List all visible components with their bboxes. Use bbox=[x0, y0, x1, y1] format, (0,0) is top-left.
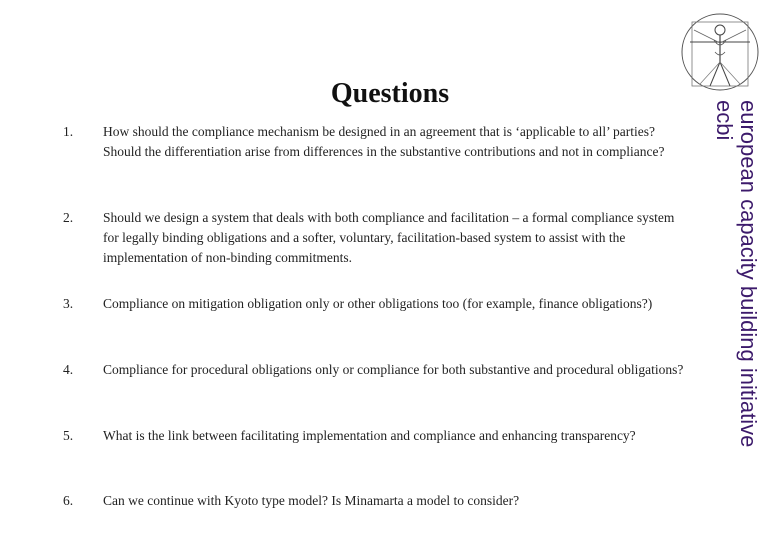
question-text: Compliance on mitigation obligation only or other obligations too (for example, finance obligations?) bbox=[103, 296, 653, 311]
vitruvian-man-icon bbox=[678, 10, 762, 94]
page-title: Questions bbox=[330, 78, 450, 109]
question-text: Can we continue with Kyoto type model? Is Minamarta a model to consider? bbox=[103, 493, 520, 508]
ecbi-sidebar bbox=[712, 100, 760, 447]
question-text: What is the link between facilitating implementation and compliance and enhancing transparency? bbox=[103, 428, 636, 443]
question-number: 1. bbox=[63, 124, 74, 139]
ecbi-abbreviation: ecbi bbox=[712, 100, 737, 141]
ecbi-full-name: european capacity building initiative bbox=[736, 100, 761, 448]
question-number: 4. bbox=[63, 362, 74, 377]
question-number: 3. bbox=[63, 296, 74, 311]
question-number: 2. bbox=[63, 210, 74, 225]
question-text: Should we design a system that deals with both compliance and facilitation – a formal compliance system for legally binding obligations and a softer, voluntary, facilitation-based system to assist with the implementation of non-binding commitments. bbox=[103, 210, 675, 265]
question-text: Compliance for procedural obligations only or compliance for both substantive and procedural obligations? bbox=[103, 362, 684, 377]
question-text: How should the compliance mechanism be designed in an agreement that is ‘applicable to all’ parties? Should the differentiation arise from differences in the substantive contributions and not in compliance? bbox=[103, 124, 665, 159]
question-number: 6. bbox=[63, 493, 74, 508]
question-number: 5. bbox=[63, 428, 74, 443]
